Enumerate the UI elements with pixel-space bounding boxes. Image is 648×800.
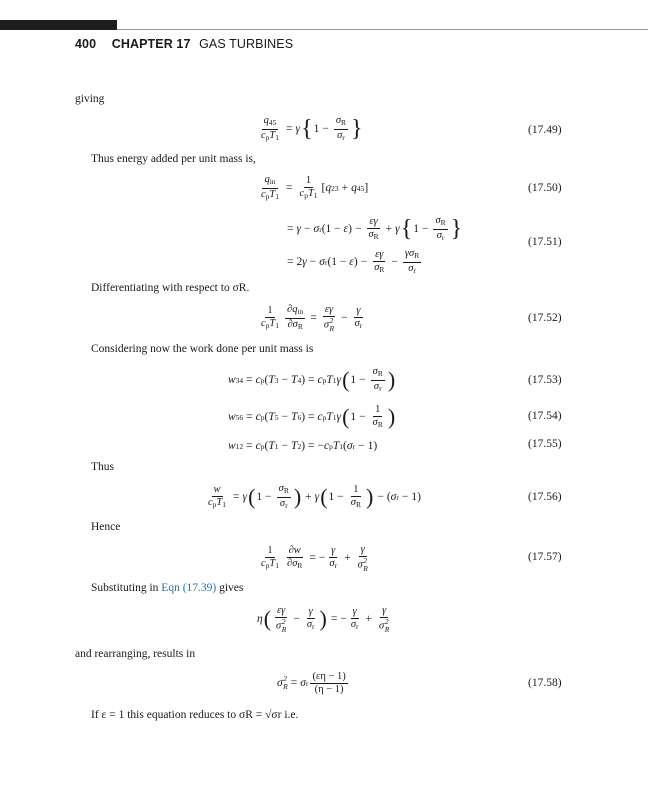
equation-17-57: $\frac{1}{c_pT_1}$ $\frac{\partial w}{\partial\sigma_R}$ = − $\frac{\gamma}{\sigma_r}$ + γ σ 2 R xyxy=(261,543,368,573)
eq-number-17-52: (17.52) xyxy=(528,312,562,324)
eqn-17-39-link[interactable]: Eqn (17.39) xyxy=(161,582,217,594)
eq-number-17-55: (17.55) xyxy=(528,438,562,450)
substituting-text: Substituting in xyxy=(91,582,162,594)
text-giving: giving xyxy=(75,93,105,105)
text-hence: Hence xyxy=(91,521,121,533)
eq-number-17-51: (17.51) xyxy=(528,236,562,248)
text-energy-added: Thus energy added per unit mass is, xyxy=(91,153,256,165)
eq-number-17-53: (17.53) xyxy=(528,374,562,386)
page-header xyxy=(75,37,293,51)
page-number: 400 xyxy=(75,37,97,51)
header-rule xyxy=(117,29,648,30)
equation-17-52: $\frac{1}{c_pT_1}$ $\frac{\partial q_{in}}{\partial\sigma_R}$ = εγ σ 2 R − $\frac{\gamma}{\sigma_r}$ xyxy=(261,303,363,333)
eq-number-17-54: (17.54) xyxy=(528,410,562,422)
equation-17-51-line2: = 2 γ − σ r (1 − ε ) − $\frac{\varepsilon\gamma}{\sigma_R}$ − $\frac{\gamma\sigma_R}{\sigma_r}$ xyxy=(287,247,420,275)
text-final: If ε = 1 this equation reduces to σR = √σr i.e. xyxy=(91,709,299,721)
equation-17-49: $\frac{q_{45}}{c_pT_1}$ = γ { 1 − $\frac{\sigma_R}{\sigma_r}$ } xyxy=(261,114,363,142)
eq-number-17-58: (17.58) xyxy=(528,677,562,689)
text-thus: Thus xyxy=(91,461,114,473)
equation-17-58: σ 2 R = σ r $\frac{(\varepsilon\eta - 1)}{(\eta - 1)}$ xyxy=(277,670,346,695)
eq-number-17-56: (17.56) xyxy=(528,491,562,503)
substituting-text-end: gives xyxy=(216,582,244,594)
equation-17-56: $\frac{w}{c_pT_1}$ = γ ( 1 − $\frac{\sigma_R}{\sigma_r}$ ) + γ ( 1 − $\frac{1}{\sigma_R}$ ) − ( σ r − 1) xyxy=(208,482,421,510)
eq-number-17-50: (17.50) xyxy=(528,182,562,194)
header-bar xyxy=(0,20,117,30)
text-differentiating: Differentiating with respect to σR. xyxy=(91,282,250,294)
equation-17-55: w 12 = c p ( T 1 − T 2 ) = − c p T 1 ( σ r − 1) xyxy=(228,440,378,452)
text-substituting xyxy=(91,582,243,594)
text-rearranging: and rearranging, results in xyxy=(75,648,196,660)
equation-17-54: w 56 = c p ( T 5 − T 6 ) = c p T 1 γ ( 1 − $\frac{1}{\sigma_R}$ ) xyxy=(228,403,396,429)
equation-17-50: $\frac{q_{in}}{c_pT_1}$ = $\frac{1}{c_pT_1}$ [ q 23 + q 45 ] xyxy=(261,173,369,201)
chapter-label: CHAPTER 17 xyxy=(111,37,191,51)
equation-17-51-line1: = γ − σ r (1 − ε ) − $\frac{\varepsilon\gamma}{\sigma_R}$ + γ { 1 − $\frac{\sigma_R}{\sigma_r}$ } xyxy=(287,214,463,242)
text-considering: Considering now the work done per unit mass is xyxy=(91,343,314,355)
chapter-title: GAS TURBINES xyxy=(199,37,294,51)
eq-number-17-57: (17.57) xyxy=(528,551,562,563)
equation-substituted: η ( εγ σ 2 R − $\frac{\gamma}{\sigma_r}$ ) = − $\frac{\gamma}{\sigma_r}$ + γ σ 2 R xyxy=(257,604,390,634)
eq-number-17-49: (17.49) xyxy=(528,124,562,136)
equation-17-53: w 34 = c p ( T 3 − T 4 ) = c p T 1 γ ( 1 − $\frac{\sigma_R}{\sigma_r}$ ) xyxy=(228,365,396,393)
